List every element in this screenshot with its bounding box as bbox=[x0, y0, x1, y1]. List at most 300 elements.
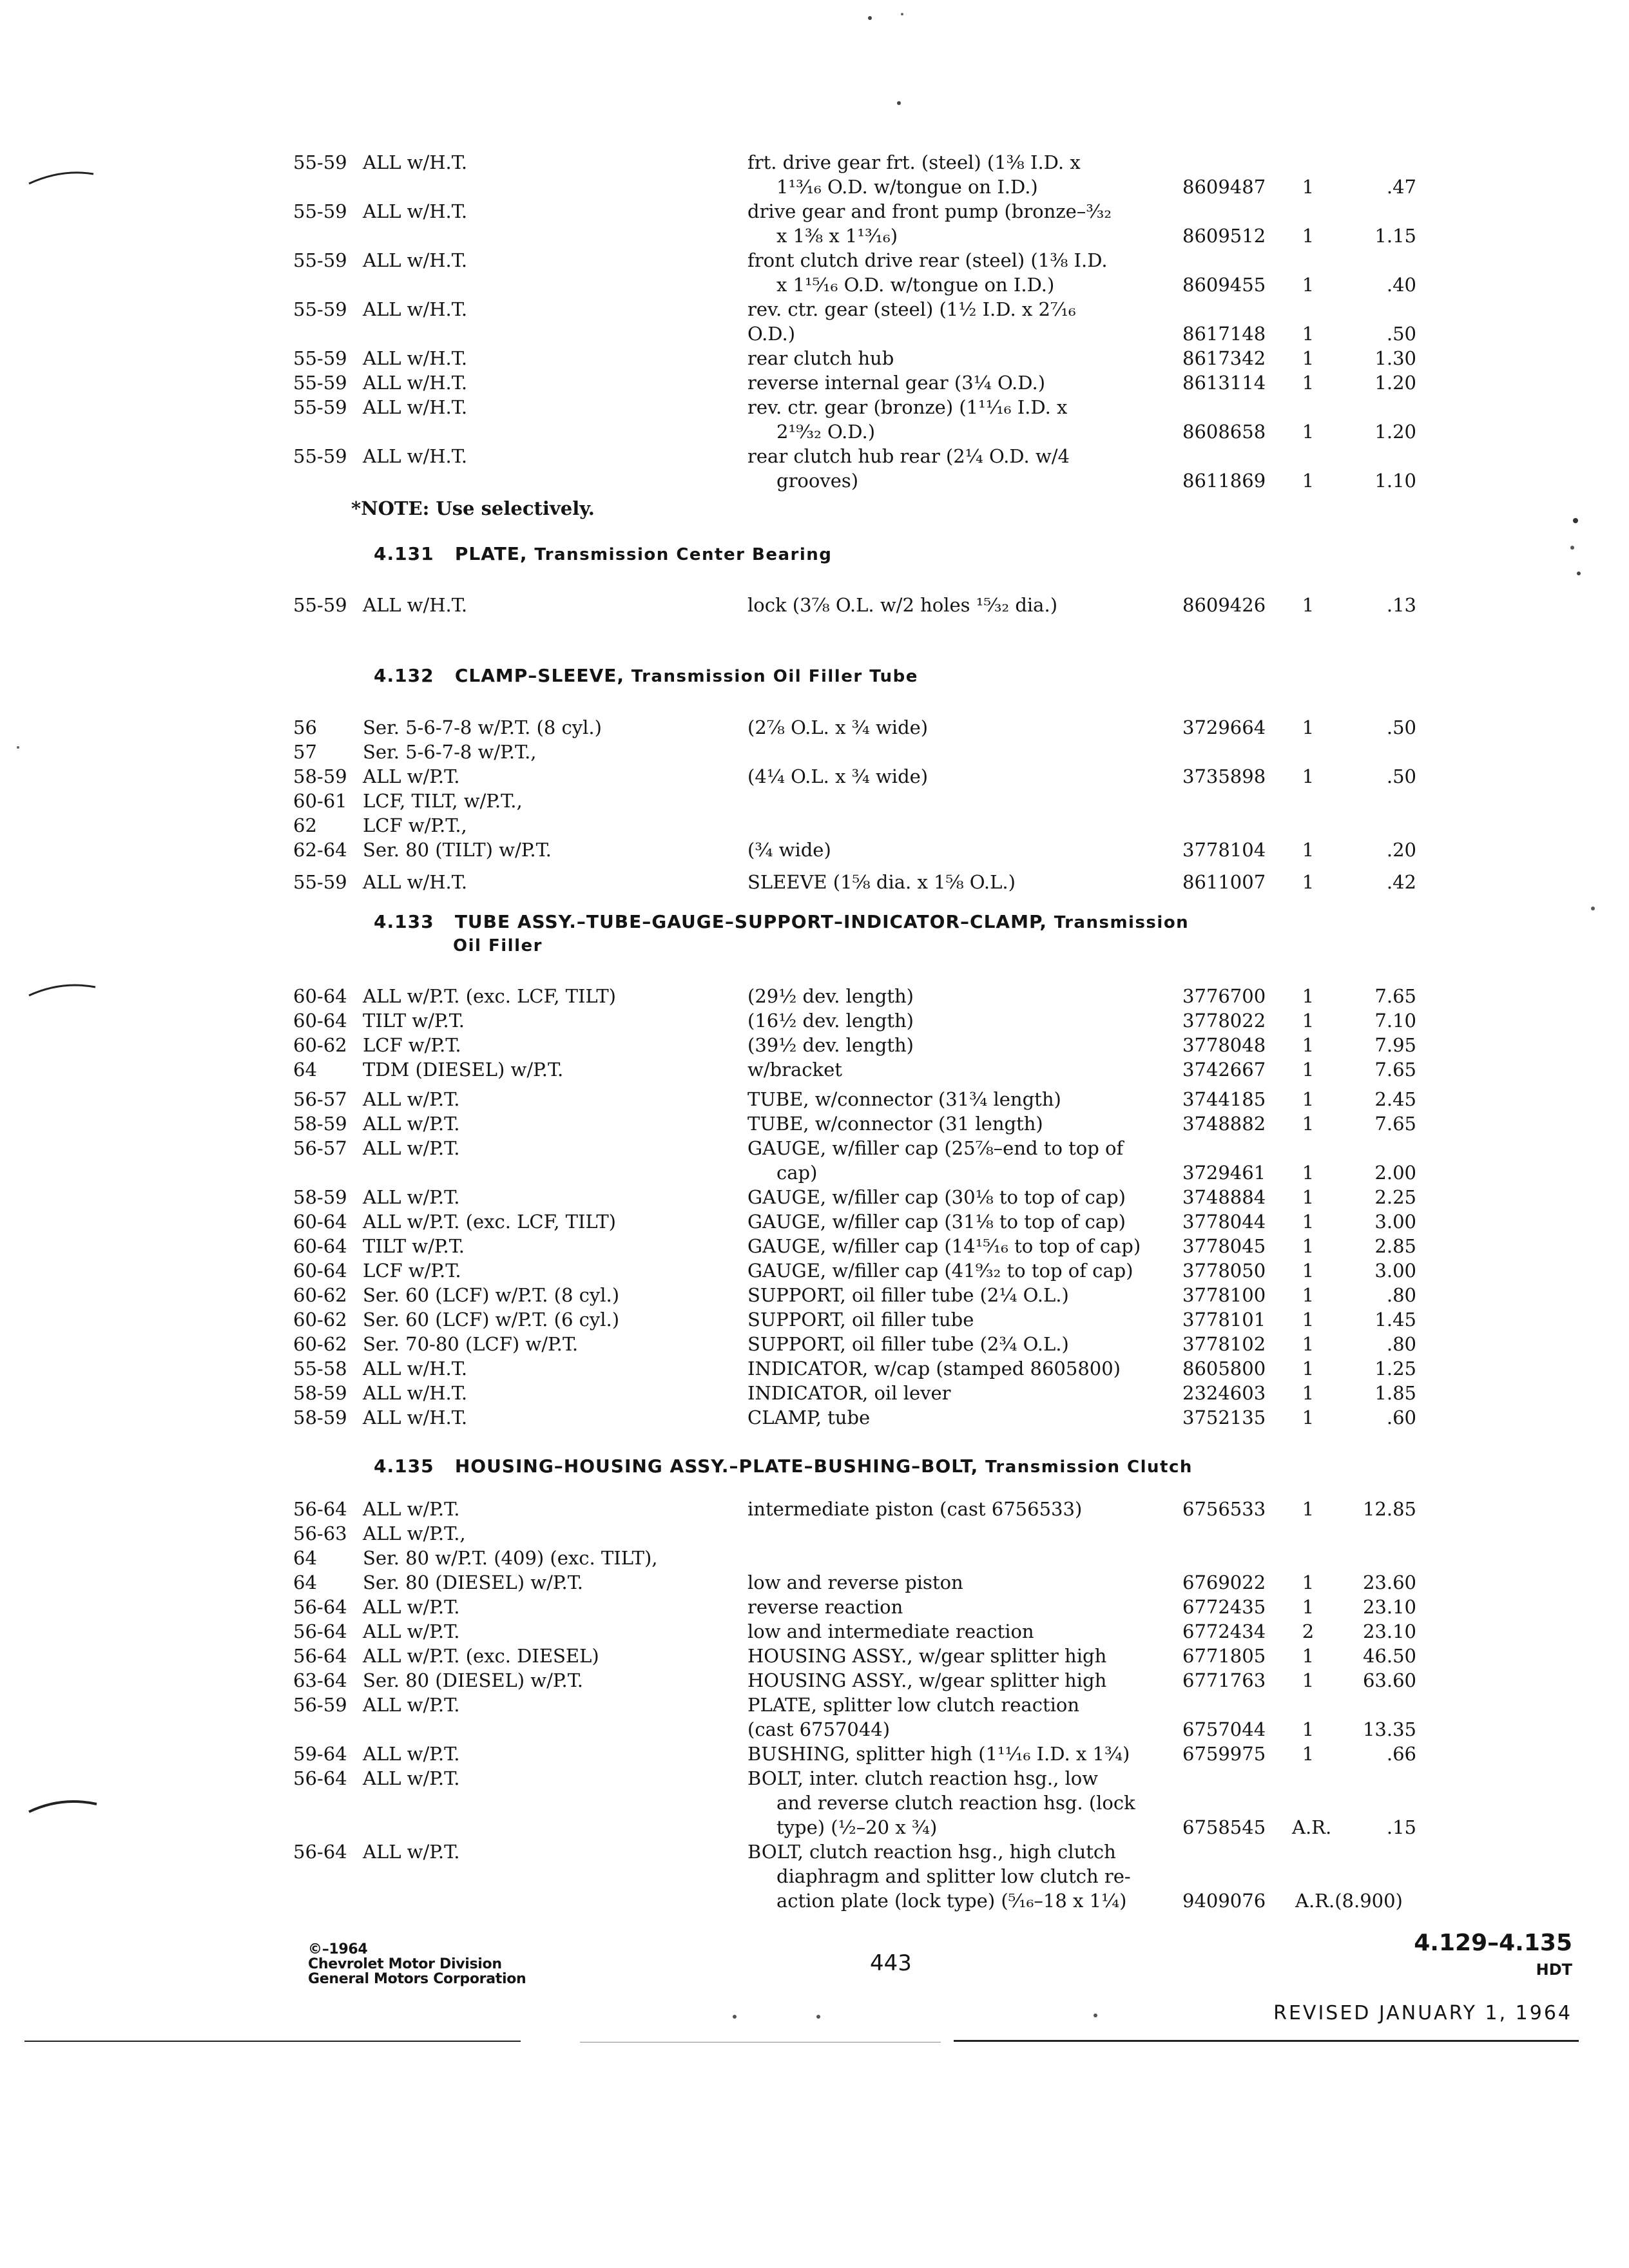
quantity-cell: 1 bbox=[1302, 1059, 1315, 1081]
table-row bbox=[0, 1693, 1629, 1717]
model-cell: LCF w/P.T. bbox=[363, 1260, 461, 1282]
model-cell: Ser. 80 (DIESEL) w/P.T. bbox=[363, 1669, 584, 1691]
price-cell: 1.15 bbox=[1374, 225, 1416, 247]
quantity-cell: 1 bbox=[1302, 1162, 1315, 1184]
model-cell: TDM (DIESEL) w/P.T. bbox=[363, 1059, 564, 1081]
part-number-cell: 3729664 bbox=[1182, 716, 1266, 738]
year-cell: 56 bbox=[293, 716, 317, 738]
quantity-cell: 1 bbox=[1302, 1596, 1315, 1618]
price-cell: 7.10 bbox=[1374, 1010, 1416, 1032]
year-cell: 58-59 bbox=[293, 765, 347, 787]
price-cell: 2.25 bbox=[1374, 1186, 1416, 1208]
speck bbox=[1591, 907, 1595, 910]
description-cell: HOUSING ASSY., w/gear splitter high bbox=[747, 1669, 1107, 1691]
section-heading-4-131 bbox=[374, 543, 832, 566]
year-cell: 56-64 bbox=[293, 1596, 347, 1618]
price-cell: 2.85 bbox=[1374, 1235, 1416, 1257]
description-cell: grooves) bbox=[776, 470, 859, 492]
description-cell: SUPPORT, oil filler tube (2¼ O.L.) bbox=[747, 1284, 1069, 1306]
table-row bbox=[0, 1717, 1629, 1742]
section-heading-4-132 bbox=[374, 664, 918, 688]
year-cell: 64 bbox=[293, 1571, 317, 1593]
quantity-cell: 1 bbox=[1302, 1743, 1315, 1765]
year-cell: 55-59 bbox=[293, 594, 347, 616]
price-cell: 23.10 bbox=[1362, 1620, 1416, 1642]
description-cell: rev. ctr. gear (bronze) (1¹¹⁄₁₆ I.D. x bbox=[747, 396, 1068, 418]
description-cell: (16½ dev. length) bbox=[747, 1010, 914, 1032]
model-cell: ALL w/H.T. bbox=[363, 1358, 468, 1379]
section-heading-4-133 bbox=[374, 910, 1189, 934]
table-row bbox=[0, 1791, 1629, 1815]
part-number-cell: 6771805 bbox=[1182, 1645, 1266, 1667]
model-cell: ALL w/P.T. bbox=[363, 1694, 460, 1716]
quantity-cell: 1 bbox=[1302, 372, 1315, 394]
table-row bbox=[0, 1497, 1629, 1521]
model-cell: ALL w/P.T. bbox=[363, 1137, 460, 1159]
speck bbox=[816, 2015, 820, 2019]
table-row bbox=[0, 1570, 1629, 1595]
model-cell: LCF w/P.T., bbox=[363, 814, 467, 836]
model-cell: ALL w/P.T. bbox=[363, 765, 460, 787]
section-subtitle: Transmission Oil Filler Tube bbox=[631, 667, 918, 686]
table-row bbox=[0, 715, 1629, 740]
model-cell: ALL w/H.T. bbox=[363, 200, 468, 222]
model-cell: ALL w/H.T. bbox=[363, 396, 468, 418]
year-cell: 64 bbox=[293, 1059, 317, 1081]
price-cell: .80 bbox=[1386, 1333, 1416, 1355]
description-cell: (4¼ O.L. x ¾ wide) bbox=[747, 765, 929, 787]
table-row bbox=[0, 1234, 1629, 1258]
year-cell: 59-64 bbox=[293, 1743, 347, 1765]
model-cell: ALL w/P.T. bbox=[363, 1596, 460, 1618]
price-cell: .15 bbox=[1386, 1816, 1416, 1838]
quantity-cell: 1 bbox=[1302, 839, 1315, 861]
table-row bbox=[0, 1209, 1629, 1234]
table-row bbox=[0, 1111, 1629, 1136]
price-cell: .20 bbox=[1386, 839, 1416, 861]
model-cell: ALL w/P.T. bbox=[363, 1841, 460, 1863]
table-row bbox=[0, 1307, 1629, 1332]
quantity-cell: 1 bbox=[1302, 225, 1315, 247]
section-number: 4.131 bbox=[374, 543, 434, 564]
footer-division: Chevrolet Motor Division bbox=[308, 1956, 502, 1972]
table-row bbox=[0, 1864, 1629, 1888]
table-row bbox=[0, 273, 1629, 297]
year-cell: 56-64 bbox=[293, 1645, 347, 1667]
quantity-cell: 1 bbox=[1302, 1358, 1315, 1379]
table-row bbox=[0, 1087, 1629, 1111]
quantity-cell: 1 bbox=[1302, 1309, 1315, 1331]
year-cell: 58-59 bbox=[293, 1186, 347, 1208]
section-number: 4.133 bbox=[374, 911, 434, 932]
price-cell: 1.10 bbox=[1374, 470, 1416, 492]
table-row bbox=[0, 593, 1629, 617]
table-row bbox=[0, 1332, 1629, 1356]
model-cell: ALL w/H.T. bbox=[363, 372, 468, 394]
quantity-cell: 1 bbox=[1302, 1407, 1315, 1428]
table-row bbox=[0, 870, 1629, 894]
model-cell: ALL w/H.T. bbox=[363, 871, 468, 893]
year-cell: 56-64 bbox=[293, 1767, 347, 1789]
speck bbox=[1094, 2013, 1097, 2017]
description-cell: rev. ctr. gear (steel) (1½ I.D. x 2⁷⁄₁₆ bbox=[747, 298, 1076, 320]
part-number-cell: 3776700 bbox=[1182, 985, 1266, 1007]
description-cell: SUPPORT, oil filler tube bbox=[747, 1309, 974, 1331]
description-cell: TUBE, w/connector (31 length) bbox=[747, 1113, 1043, 1135]
year-cell: 55-59 bbox=[293, 396, 347, 418]
model-cell: ALL w/H.T. bbox=[363, 347, 468, 369]
description-cell: TUBE, w/connector (31¾ length) bbox=[747, 1088, 1061, 1110]
section-number: 4.132 bbox=[374, 665, 434, 686]
description-cell: BOLT, clutch reaction hsg., high clutch bbox=[747, 1841, 1116, 1863]
model-cell: Ser. 60 (LCF) w/P.T. (6 cyl.) bbox=[363, 1309, 620, 1331]
description-cell: GAUGE, w/filler cap (30⅛ to top of cap) bbox=[747, 1186, 1126, 1208]
bottom-rule-right bbox=[954, 2040, 1579, 2042]
quantity-cell: 1 bbox=[1302, 1010, 1315, 1032]
description-cell: CLAMP, tube bbox=[747, 1407, 871, 1428]
quantity-cell: 1 bbox=[1302, 1645, 1315, 1667]
table-row bbox=[0, 1815, 1629, 1840]
description-cell: BOLT, inter. clutch reaction hsg., low bbox=[747, 1767, 1099, 1789]
description-cell: O.D.) bbox=[747, 323, 796, 345]
part-number-cell: 8617148 bbox=[1182, 323, 1266, 345]
table-row bbox=[0, 346, 1629, 370]
year-cell: 58-59 bbox=[293, 1407, 347, 1428]
part-number-cell: 6759975 bbox=[1182, 1743, 1266, 1765]
model-cell: TILT w/P.T. bbox=[363, 1010, 465, 1032]
table-row bbox=[0, 1033, 1629, 1057]
table-row bbox=[0, 322, 1629, 346]
quantity-cell: 1 bbox=[1302, 1088, 1315, 1110]
price-cell: .50 bbox=[1386, 716, 1416, 738]
price-cell: 7.65 bbox=[1374, 1113, 1416, 1135]
price-cell: .66 bbox=[1386, 1743, 1416, 1765]
part-number-cell: 8609487 bbox=[1182, 176, 1266, 198]
table-row bbox=[0, 395, 1629, 419]
part-number-cell: 8611869 bbox=[1182, 470, 1266, 492]
model-cell: LCF, TILT, w/P.T., bbox=[363, 790, 523, 812]
description-cell: drive gear and front pump (bronze–³⁄₃₂ bbox=[747, 200, 1112, 222]
year-cell: 60-64 bbox=[293, 1010, 347, 1032]
description-cell: cap) bbox=[776, 1162, 818, 1184]
year-cell: 60-64 bbox=[293, 985, 347, 1007]
description-cell: reverse internal gear (3¼ O.D.) bbox=[747, 372, 1046, 394]
part-number-cell: 6771763 bbox=[1182, 1669, 1266, 1691]
year-cell: 56-59 bbox=[293, 1694, 347, 1716]
table-row bbox=[0, 1619, 1629, 1644]
year-cell: 60-61 bbox=[293, 790, 347, 812]
quantity-cell: 1 bbox=[1302, 1034, 1315, 1056]
year-cell: 55-59 bbox=[293, 249, 347, 271]
description-cell: PLATE, splitter low clutch reaction bbox=[747, 1694, 1080, 1716]
part-number-cell: 3778101 bbox=[1182, 1309, 1266, 1331]
table-row bbox=[0, 740, 1629, 764]
description-cell: (39½ dev. length) bbox=[747, 1034, 914, 1056]
part-number-cell: 8609426 bbox=[1182, 594, 1266, 616]
quantity-cell: 1 bbox=[1302, 1211, 1315, 1233]
quantity-cell: 1 bbox=[1302, 347, 1315, 369]
model-cell: ALL w/P.T., bbox=[363, 1523, 466, 1544]
price-cell: .80 bbox=[1386, 1284, 1416, 1306]
table-row bbox=[0, 150, 1629, 175]
price-cell: 3.00 bbox=[1374, 1211, 1416, 1233]
year-cell: 55-59 bbox=[293, 445, 347, 467]
model-cell: ALL w/P.T. bbox=[363, 1113, 460, 1135]
description-cell: GAUGE, w/filler cap (14¹⁵⁄₁₆ to top of cap) bbox=[747, 1235, 1141, 1257]
part-number-cell: 3744185 bbox=[1182, 1088, 1266, 1110]
description-cell: (2⅞ O.L. x ¾ wide) bbox=[747, 716, 929, 738]
group-range: 4.129–4.135 bbox=[1414, 1930, 1572, 1956]
year-cell: 55-59 bbox=[293, 372, 347, 394]
table-row bbox=[0, 1644, 1629, 1668]
table-row bbox=[0, 1888, 1629, 1913]
description-cell: rear clutch hub bbox=[747, 347, 894, 369]
model-cell: Ser. 80 w/P.T. (409) (exc. TILT), bbox=[363, 1547, 658, 1569]
year-cell: 64 bbox=[293, 1547, 317, 1569]
speck bbox=[897, 101, 901, 105]
bottom-rule-left bbox=[24, 2041, 521, 2042]
description-cell: reverse reaction bbox=[747, 1596, 903, 1618]
model-cell: Ser. 80 (TILT) w/P.T. bbox=[363, 839, 552, 861]
price-cell: 23.10 bbox=[1362, 1596, 1416, 1618]
part-number-cell: 3778100 bbox=[1182, 1284, 1266, 1306]
table-row bbox=[0, 297, 1629, 322]
quantity-cell: 1 bbox=[1302, 176, 1315, 198]
description-cell: w/bracket bbox=[747, 1059, 842, 1081]
year-cell: 60-64 bbox=[293, 1260, 347, 1282]
description-cell: frt. drive gear frt. (steel) (1⅜ I.D. x bbox=[747, 151, 1081, 173]
part-number-cell: 8609512 bbox=[1182, 225, 1266, 247]
table-row bbox=[0, 468, 1629, 493]
model-cell: ALL w/H.T. bbox=[363, 249, 468, 271]
section-subtitle: Transmission Center Bearing bbox=[534, 545, 833, 564]
model-cell: ALL w/H.T. bbox=[363, 1382, 468, 1404]
quantity-cell: 1 bbox=[1302, 1669, 1315, 1691]
quantity-cell: 1 bbox=[1302, 765, 1315, 787]
price-cell: 63.60 bbox=[1362, 1669, 1416, 1691]
price-cell: 7.65 bbox=[1374, 985, 1416, 1007]
selective-note: *NOTE: Use selectively. bbox=[351, 497, 595, 519]
part-number-cell: 9409076 bbox=[1182, 1890, 1266, 1912]
section-subtitle: Transmission Clutch bbox=[985, 1457, 1193, 1477]
revision-date: REVISED JANUARY 1, 1964 bbox=[1273, 2002, 1572, 2024]
year-cell: 57 bbox=[293, 741, 317, 763]
table-row bbox=[0, 984, 1629, 1008]
quantity-cell: 1 bbox=[1302, 1333, 1315, 1355]
part-number-cell: 3778022 bbox=[1182, 1010, 1266, 1032]
quantity-cell: 1 bbox=[1302, 1382, 1315, 1404]
description-cell: x 1¹⁵⁄₁₆ O.D. w/tongue on I.D.) bbox=[776, 274, 1055, 296]
quantity-cell: 2 bbox=[1302, 1620, 1315, 1642]
model-cell: LCF w/P.T. bbox=[363, 1034, 461, 1056]
description-cell: 1¹³⁄₁₆ O.D. w/tongue on I.D.) bbox=[776, 176, 1038, 198]
quantity-cell: 1 bbox=[1302, 1284, 1315, 1306]
price-cell: 7.95 bbox=[1374, 1034, 1416, 1056]
year-cell: 60-62 bbox=[293, 1309, 347, 1331]
section-title: CLAMP–SLEEVE, bbox=[454, 665, 624, 686]
table-row bbox=[0, 1008, 1629, 1033]
model-cell: ALL w/P.T. bbox=[363, 1620, 460, 1642]
table-row bbox=[0, 1595, 1629, 1619]
quantity-cell: 1 bbox=[1302, 1260, 1315, 1282]
speck bbox=[1570, 546, 1574, 550]
year-cell: 56-64 bbox=[293, 1498, 347, 1520]
quantity-cell: 1 bbox=[1302, 716, 1315, 738]
model-cell: Ser. 60 (LCF) w/P.T. (8 cyl.) bbox=[363, 1284, 620, 1306]
model-cell: ALL w/P.T. bbox=[363, 1498, 460, 1520]
price-cell: 7.65 bbox=[1374, 1059, 1416, 1081]
table-row bbox=[0, 813, 1629, 838]
part-number-cell: 3778102 bbox=[1182, 1333, 1266, 1355]
part-number-cell: 3748884 bbox=[1182, 1186, 1266, 1208]
section-title: HOUSING–HOUSING ASSY.–PLATE–BUSHING–BOLT, bbox=[454, 1456, 979, 1477]
year-cell: 55-59 bbox=[293, 871, 347, 893]
year-cell: 60-62 bbox=[293, 1284, 347, 1306]
price-cell: 1.30 bbox=[1374, 347, 1416, 369]
quantity-cell: A.R.(8.900) bbox=[1295, 1890, 1403, 1912]
description-cell: GAUGE, w/filler cap (31⅛ to top of cap) bbox=[747, 1211, 1126, 1233]
year-cell: 62 bbox=[293, 814, 317, 836]
price-cell: 46.50 bbox=[1362, 1645, 1416, 1667]
section-subtitle: Transmission bbox=[1054, 913, 1190, 932]
section-heading-4-135 bbox=[374, 1455, 1193, 1479]
page-number: 443 bbox=[870, 1950, 912, 1976]
quantity-cell: 1 bbox=[1302, 323, 1315, 345]
part-number-cell: 3729461 bbox=[1182, 1162, 1266, 1184]
part-number-cell: 3752135 bbox=[1182, 1407, 1266, 1428]
table-row bbox=[0, 1742, 1629, 1766]
table-row bbox=[0, 1160, 1629, 1185]
quantity-cell: 1 bbox=[1302, 421, 1315, 443]
quantity-cell: A.R. bbox=[1292, 1816, 1332, 1838]
quantity-cell: 1 bbox=[1302, 594, 1315, 616]
description-cell: rear clutch hub rear (2¼ O.D. w/4 bbox=[747, 445, 1070, 467]
part-number-cell: 6758545 bbox=[1182, 1816, 1266, 1838]
model-cell: ALL w/H.T. bbox=[363, 445, 468, 467]
speck bbox=[901, 13, 903, 15]
part-number-cell: 3742667 bbox=[1182, 1059, 1266, 1081]
quantity-cell: 1 bbox=[1302, 871, 1315, 893]
quantity-cell: 1 bbox=[1302, 985, 1315, 1007]
description-cell: (29½ dev. length) bbox=[747, 985, 914, 1007]
footer-corporation: General Motors Corporation bbox=[308, 1971, 526, 1987]
part-number-cell: 3778045 bbox=[1182, 1235, 1266, 1257]
year-cell: 55-59 bbox=[293, 151, 347, 173]
quantity-cell: 1 bbox=[1302, 1186, 1315, 1208]
part-number-cell: 8608658 bbox=[1182, 421, 1266, 443]
section-title: PLATE, bbox=[454, 543, 528, 564]
year-cell: 55-58 bbox=[293, 1358, 347, 1379]
price-cell: .40 bbox=[1386, 274, 1416, 296]
quantity-cell: 1 bbox=[1302, 1235, 1315, 1257]
catalog-code: HDT bbox=[1536, 1961, 1572, 1979]
year-cell: 55-59 bbox=[293, 347, 347, 369]
table-row bbox=[0, 1405, 1629, 1430]
price-cell: 13.35 bbox=[1362, 1718, 1416, 1740]
description-cell: HOUSING ASSY., w/gear splitter high bbox=[747, 1645, 1107, 1667]
price-cell: .50 bbox=[1386, 323, 1416, 345]
description-cell: type) (½–20 x ¾) bbox=[776, 1816, 938, 1838]
part-number-cell: 8617342 bbox=[1182, 347, 1266, 369]
table-row bbox=[0, 789, 1629, 813]
description-cell: diaphragm and splitter low clutch re- bbox=[776, 1865, 1131, 1887]
table-row bbox=[0, 419, 1629, 444]
model-cell: Ser. 5-6-7-8 w/P.T., bbox=[363, 741, 537, 763]
speck bbox=[1573, 518, 1578, 523]
description-cell: lock (3⅞ O.L. w/2 holes ¹⁵⁄₃₂ dia.) bbox=[747, 594, 1058, 616]
description-cell: INDICATOR, w/cap (stamped 8605800) bbox=[747, 1358, 1121, 1379]
model-cell: ALL w/P.T. bbox=[363, 1186, 460, 1208]
description-cell: SLEEVE (1⅝ dia. x 1⅝ O.L.) bbox=[747, 871, 1016, 893]
table-row bbox=[0, 1057, 1629, 1082]
model-cell: ALL w/P.T. (exc. LCF, TILT) bbox=[363, 1211, 616, 1233]
year-cell: 56-63 bbox=[293, 1523, 347, 1544]
part-number-cell: 3778104 bbox=[1182, 839, 1266, 861]
quantity-cell: 1 bbox=[1302, 1718, 1315, 1740]
speck bbox=[1577, 572, 1581, 575]
description-cell: low and reverse piston bbox=[747, 1571, 963, 1593]
year-cell: 63-64 bbox=[293, 1669, 347, 1691]
section-number: 4.135 bbox=[374, 1456, 434, 1477]
price-cell: 23.60 bbox=[1362, 1571, 1416, 1593]
year-cell: 56-64 bbox=[293, 1620, 347, 1642]
model-cell: TILT w/P.T. bbox=[363, 1235, 465, 1257]
year-cell: 55-59 bbox=[293, 200, 347, 222]
table-row bbox=[0, 1185, 1629, 1209]
description-cell: (¾ wide) bbox=[747, 839, 831, 861]
year-cell: 56-57 bbox=[293, 1088, 347, 1110]
description-cell: 2¹⁹⁄₃₂ O.D.) bbox=[776, 421, 876, 443]
model-cell: ALL w/P.T. (exc. LCF, TILT) bbox=[363, 985, 616, 1007]
model-cell: ALL w/P.T. bbox=[363, 1088, 460, 1110]
section-subtitle-continued: Oil Filler bbox=[453, 936, 543, 956]
quantity-cell: 1 bbox=[1302, 1113, 1315, 1135]
quantity-cell: 1 bbox=[1302, 274, 1315, 296]
speck bbox=[868, 16, 872, 20]
quantity-cell: 1 bbox=[1302, 1498, 1315, 1520]
price-cell: .42 bbox=[1386, 871, 1416, 893]
table-row bbox=[0, 199, 1629, 224]
description-cell: SUPPORT, oil filler tube (2¾ O.L.) bbox=[747, 1333, 1069, 1355]
part-number-cell: 3778044 bbox=[1182, 1211, 1266, 1233]
model-cell: ALL w/H.T. bbox=[363, 594, 468, 616]
description-cell: x 1⅜ x 1¹³⁄₁₆) bbox=[776, 225, 898, 247]
year-cell: 60-62 bbox=[293, 1034, 347, 1056]
table-row bbox=[0, 1840, 1629, 1864]
description-cell: (cast 6757044) bbox=[747, 1718, 891, 1740]
description-cell: INDICATOR, oil lever bbox=[747, 1382, 951, 1404]
part-number-cell: 8611007 bbox=[1182, 871, 1266, 893]
table-row bbox=[0, 1381, 1629, 1405]
table-row bbox=[0, 444, 1629, 468]
year-cell: 56-64 bbox=[293, 1841, 347, 1863]
quantity-cell: 1 bbox=[1302, 1571, 1315, 1593]
price-cell: 1.20 bbox=[1374, 421, 1416, 443]
part-number-cell: 8609455 bbox=[1182, 274, 1266, 296]
price-cell: .47 bbox=[1386, 176, 1416, 198]
model-cell: ALL w/P.T. bbox=[363, 1743, 460, 1765]
description-cell: front clutch drive rear (steel) (1⅜ I.D. bbox=[747, 249, 1108, 271]
price-cell: 1.20 bbox=[1374, 372, 1416, 394]
price-cell: .13 bbox=[1386, 594, 1416, 616]
model-cell: ALL w/H.T. bbox=[363, 298, 468, 320]
table-row bbox=[0, 224, 1629, 248]
year-cell: 58-59 bbox=[293, 1382, 347, 1404]
year-cell: 62-64 bbox=[293, 839, 347, 861]
description-cell: and reverse clutch reaction hsg. (lock bbox=[776, 1792, 1135, 1814]
model-cell: ALL w/P.T. (exc. DIESEL) bbox=[363, 1645, 599, 1667]
table-row bbox=[0, 1766, 1629, 1791]
